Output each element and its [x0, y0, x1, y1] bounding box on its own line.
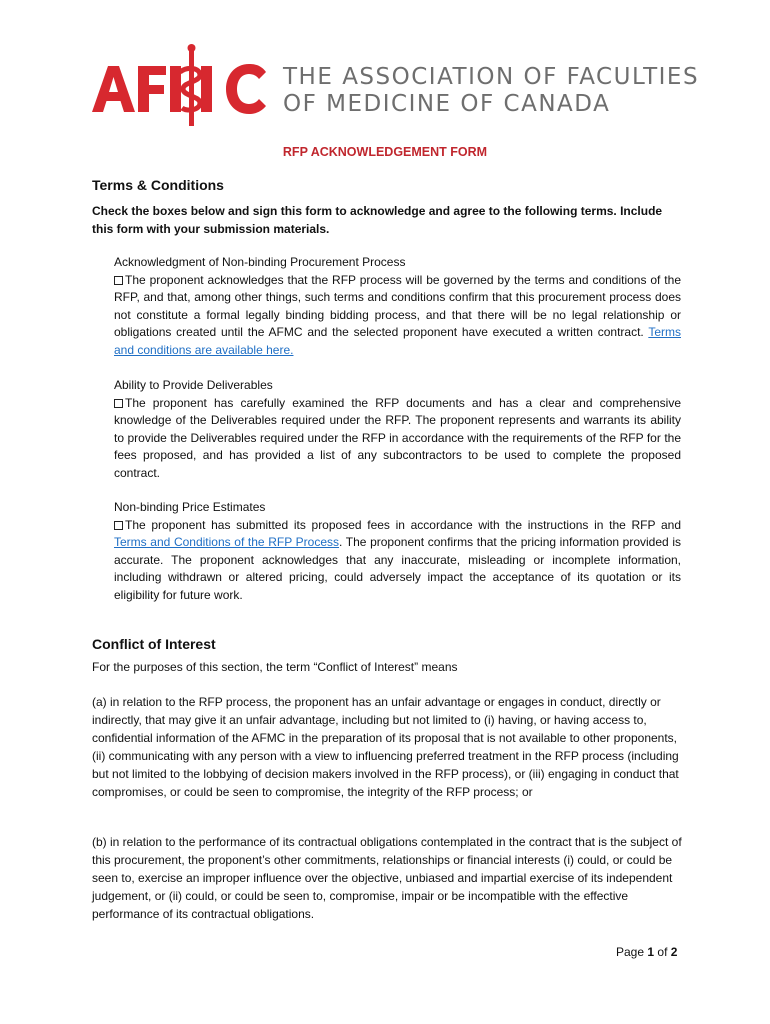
acknowledge-pricing-checkbox[interactable]	[114, 521, 123, 530]
rfp-process-terms-link[interactable]: Terms and Conditions of the RFP Process	[114, 535, 340, 549]
conflict-paragraph-a: (a) in relation to the RFP process, the proponent has an unfair advantage or engages in conduct, directly or indirectly, that may give it an unfair advantage, including but not limited to (i) having, or having access to, confidential information of the AFMC in the preparation of its proposal that is not available to other proponents, (ii) communicating with any person with a view to influencing preferred treatment in the RFP process (including but not limited to the lobbying of decision makers involved in the RFP process), or (iii) engaging in conduct that compromises, or could be seen to compromise, the integrity of the RFP process; or	[92, 695, 679, 799]
organization-name: THE ASSOCIATION OF FACULTIES OF MEDICINE OF CANADA	[283, 64, 700, 117]
terms-item-deliverables	[114, 377, 681, 482]
item-text: The proponent acknowledges that the RFP process will be governed by the terms and conditions of the RFP, and that, among other things, such terms and conditions confirm that this procurement process does not constitute a formal legally binding bidding process, and that there will be no legal relationship or obligations created until the AFMC and the selected proponent have executed a written contract. Terms and conditions are available here.	[114, 272, 681, 357]
item-text: The proponent has submitted its proposed fees in accordance with the instructions in the RFP and Terms and Conditions of the RFP Process. The proponent confirms that the pricing information provided is accurate. The proponent acknowledges that any inaccurate, misleading or incomplete information, including withdrawn or altered pricing, could adversely impact the acceptance of its quotation or its eligibility for future work.	[114, 517, 681, 602]
afmc-logo	[92, 44, 267, 126]
terms-instructions: Check the boxes below and sign this form to acknowledge and agree to the following terms. Include this form with your submission materials.	[92, 204, 663, 236]
form-title: RFP ACKNOWLEDGEMENT FORM	[282, 145, 488, 159]
acknowledge-deliverables-checkbox[interactable]	[114, 399, 123, 408]
acknowledge-procurement-checkbox[interactable]	[114, 276, 123, 285]
item-text: The proponent has carefully examined the RFP documents and has a clear and comprehensive knowledge of the Deliverables required under the RFP. The proponent represents and warrants its ability to provide the Deliverables required under the RFP in accordance with the requirements of the RFP for the fees proposed, and has provided a list of any subcontractors to be used to complete the proposed contract.	[114, 395, 681, 480]
terms-item-price-estimates	[114, 499, 681, 604]
conflict-paragraph-b: (b) in relation to the performance of its contractual obligations contemplated in the contract that is the subject of this procurement, the proponent’s other commitments, relationships or financial interests (i) could, or could be seen to, exercise an improper influence over the objective, unbiased and impartial exercise of its independent judgement, or (ii) could, or could be seen to, compromise, impair or be incompatible with the effective performance of its contractual obligations.	[92, 835, 682, 921]
terms-conditions-link[interactable]: Terms and conditions are available here.	[114, 325, 681, 357]
page-number: Page 1 of 2	[616, 945, 678, 959]
item-title: Acknowledgment of Non-binding Procurement Process	[114, 255, 406, 269]
terms-item-procurement	[114, 254, 681, 359]
conflict-heading: Conflict of Interest	[92, 636, 216, 652]
terms-heading: Terms & Conditions	[92, 177, 224, 193]
item-title: Ability to Provide Deliverables	[114, 378, 273, 392]
conflict-intro: For the purposes of this section, the term “Conflict of Interest” means	[92, 660, 458, 674]
item-title: Non-binding Price Estimates	[114, 500, 266, 514]
afmc-logo-mark	[92, 44, 266, 126]
